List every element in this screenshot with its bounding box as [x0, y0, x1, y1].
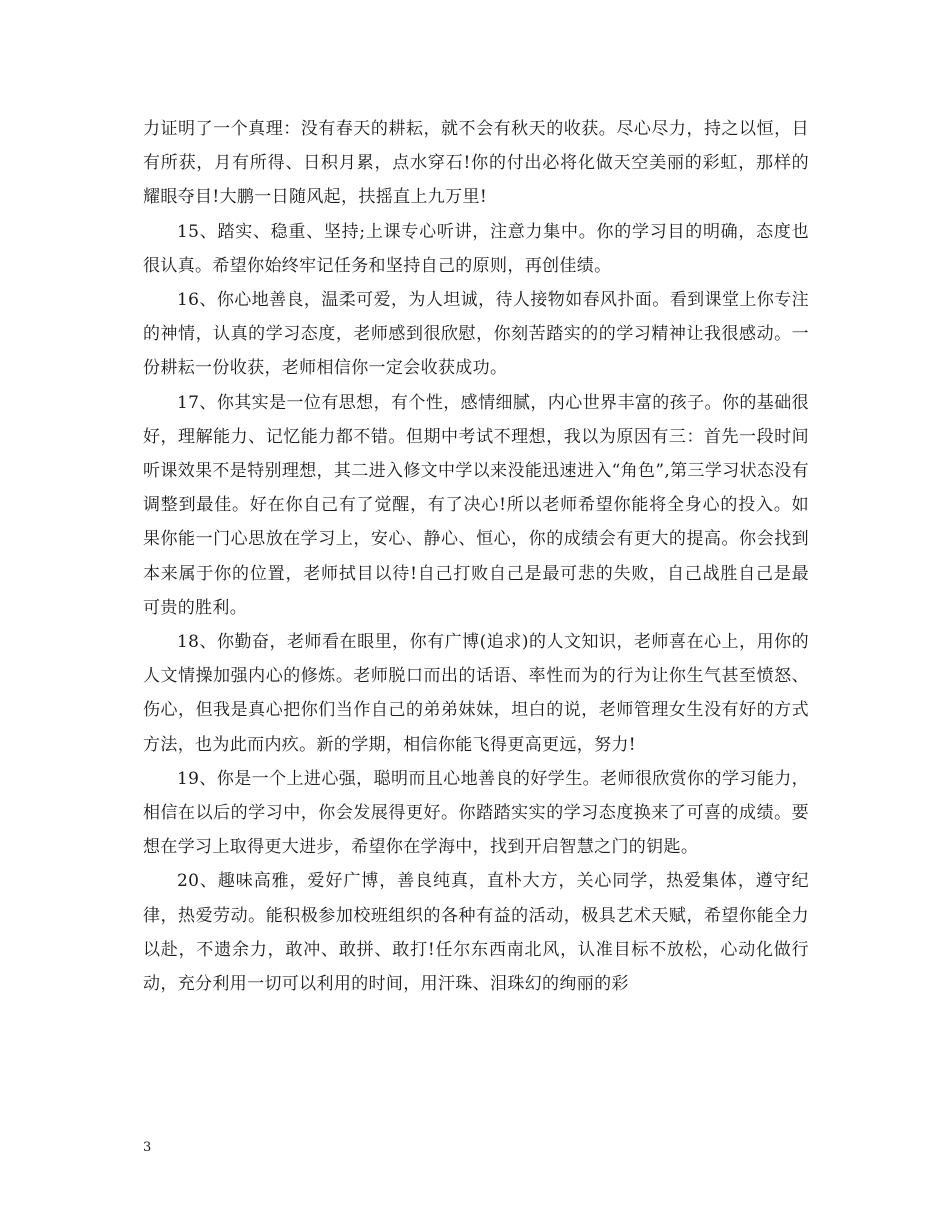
paragraph-item-17: 17、你其实是一位有思想，有个性，感情细腻，内心世界丰富的孩子。你的基础很好，理解能力、记忆能力都不错。但期中考试不理想，我以为原因有三：首先一段时间听课效果不是特别理想，其二进入修文中学以来没能迅速进入“角色”,第三学习状态没有调整到最佳。好在你自己有了觉醒，有了决心!所以老师希望你能将全身心的投入。如果你能一门心思放在学习上，安心、静心、恒心，你的成绩会有更大的提高。你会找到本来属于你的位置，老师拭目以待!自己打败自己是最可悲的失败，自己战胜自己是最可贵的胜利。: [143, 392, 809, 618]
paragraph-continuation: 力证明了一个真理：没有春天的耕耘，就不会有秋天的收获。尽心尽力，持之以恒，日有所获，月有所得、日积月累，点水穿石!你的付出必将化做天空美丽的彩虹，那样的耀眼夺目!大鹏一日随风起，扶摇直上九万里!: [143, 119, 809, 208]
paragraph-item-20: 20、趣味高雅，爱好广博，善良纯真，直朴大方，关心同学，热爱集体，遵守纪律，热爱劳动。能积极参加校班组织的各种有益的活动，极具艺术天赋，希望你能全力以赴，不遗余力，敢冲、敢拼、敢打!任尔东西南北风，认准目标不放松，心动化做行动，充分利用一切可以利用的时间，用汗珠、泪珠幻的绚丽的彩: [143, 871, 809, 995]
paragraph-item-18: 18、你勤奋，老师看在眼里，你有广博(追求)的人文知识，老师喜在心上，用你的人文情操加强内心的修炼。老师脱口而出的话语、率性而为的行为让你生气甚至愤怒、伤心，但我是真心把你们当作自己的弟弟妹妹，坦白的说，老师管理女生没有好的方式方法，也为此而内疚。新的学期，相信你能飞得更高更远，努力!: [143, 632, 809, 755]
page-number: 3: [143, 1140, 152, 1155]
paragraph-item-19: 19、你是一个上进心强，聪明而且心地善良的好学生。老师很欣赏你的学习能力，相信在以后的学习中，你会发展得更好。你踏踏实实的学习态度换来了可喜的成绩。要想在学习上取得更大进步，希望你在学海中，找到开启智慧之门的钥匙。: [143, 768, 809, 858]
document-body: [143, 112, 809, 1001]
paragraph-item-16: 16、你心地善良，温柔可爱，为人坦诚，待人接物如春风扑面。看到课堂上你专注的神情，认真的学习态度，老师感到很欣慰，你刻苦踏实的的学习精神让我很感动。一份耕耘一份收获，老师相信你一定会收获成功。: [143, 290, 809, 379]
paragraph-item-15: 15、踏实、稳重、坚持;上课专心听讲，注意力集中。你的学习目的明确，态度也很认真。希望你始终牢记任务和坚持自己的原则，再创佳绩。: [143, 221, 809, 276]
